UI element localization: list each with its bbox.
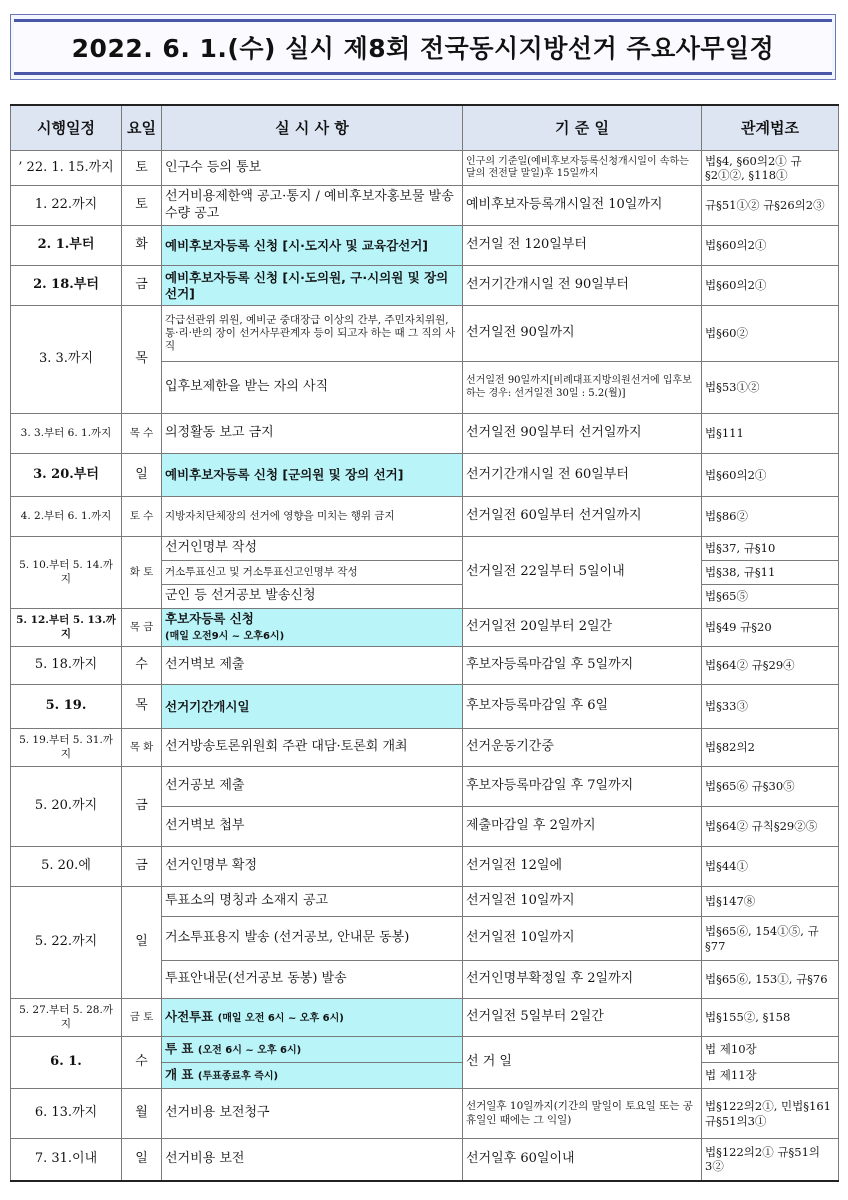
row-item-highlight: 예비후보자등록 신청 [시·도지사 및 교육감선거] (162, 226, 463, 266)
row-day: 목 수 (122, 414, 162, 454)
row-basis: 선거일전 90일까지 (463, 306, 702, 362)
row-basis: 후보자등록마감일 후 5일까지 (463, 647, 702, 685)
row-date: 3. 3.까지 (11, 306, 122, 414)
row-date: 5. 20.까지 (11, 767, 122, 847)
table-row (11, 454, 839, 497)
row-day: 토 (122, 151, 162, 186)
row-date: 6. 13.까지 (11, 1089, 122, 1139)
row-law: 규§51①② 규§26의2③ (702, 186, 839, 226)
page-title: 2022. 6. 1.(수) 실시 제8회 전국동시지방선거 주요사무일정 (71, 34, 775, 63)
table-row (11, 685, 839, 729)
row-basis: 선거일전 60일부터 선거일까지 (463, 497, 702, 537)
row-item: 지방자치단체장의 선거에 영향을 미치는 행위 금지 (162, 497, 463, 537)
row-basis: 선거일전 20일부터 2일간 (463, 609, 702, 647)
row-day: 목 금 (122, 609, 162, 647)
row-law: 법§147⑧ (702, 887, 839, 917)
row-day: 토 수 (122, 497, 162, 537)
row-basis: 선거일전 22일부터 5일이내 (463, 537, 702, 609)
row-day: 일 (122, 887, 162, 999)
row-day: 목 (122, 306, 162, 414)
row-item: 투표소의 명칭과 소재지 공고 (162, 887, 463, 917)
table-row (11, 767, 839, 807)
row-item-subtitle: (오전 6시 ~ 오후 6시) (197, 1045, 302, 1057)
header-item: 실 시 사 항 (162, 105, 463, 151)
row-date: 5. 27.부터 5. 28.까지 (11, 999, 122, 1037)
row-date: 4. 2.부터 6. 1.까지 (11, 497, 122, 537)
row-item: 거소투표신고 및 거소투표신고인명부 작성 (162, 561, 463, 585)
row-item: 선거인명부 확정 (162, 847, 463, 887)
row-date: 6. 1. (11, 1037, 122, 1089)
row-item: 선거비용제한액 공고·통지 / 예비후보자홍보물 발송수량 공고 (162, 186, 463, 226)
row-item-highlight: 선거기간개시일 (162, 685, 463, 729)
table-row (11, 414, 839, 454)
row-law: 법§38, 규§11 (702, 561, 839, 585)
row-basis: 선거인명부확정일 후 2일까지 (463, 961, 702, 999)
row-item-highlight (162, 609, 463, 647)
row-law: 법§155②, §158 (702, 999, 839, 1037)
row-item-subtitle: (매일 오전9시 ~ 오후6시) (165, 631, 285, 643)
row-item: 선거벽보 첩부 (162, 807, 463, 847)
row-day: 금 (122, 266, 162, 306)
row-item: 선거공보 제출 (162, 767, 463, 807)
row-item: 선거인명부 작성 (162, 537, 463, 561)
row-day: 수 (122, 1037, 162, 1089)
table-row (11, 266, 839, 306)
row-basis: 선거일후 60일이내 (463, 1139, 702, 1181)
row-law: 법§82의2 (702, 729, 839, 767)
table-row (11, 1037, 839, 1063)
row-law: 법§33③ (702, 685, 839, 729)
header-day: 요일 (122, 105, 162, 151)
row-item-highlight: 예비후보자등록 신청 [군의원 및 장의 선거] (162, 454, 463, 497)
row-basis: 선거일전 10일까지 (463, 887, 702, 917)
row-basis: 선거일전 5일부터 2일간 (463, 999, 702, 1037)
row-item-subtitle: (매일 오전 6시 ~ 오후 6시) (217, 1013, 344, 1025)
row-law: 법§60의2① (702, 226, 839, 266)
row-date: 3. 20.부터 (11, 454, 122, 497)
row-item-title: 사전투표 (165, 1009, 214, 1025)
row-law: 법§44① (702, 847, 839, 887)
row-date: 2. 18.부터 (11, 266, 122, 306)
table-row (11, 999, 839, 1037)
row-item: 의정활동 보고 금지 (162, 414, 463, 454)
header-date: 시행일정 (11, 105, 122, 151)
row-day: 목 (122, 685, 162, 729)
row-basis: 제출마감일 후 2일까지 (463, 807, 702, 847)
table-row (11, 1089, 839, 1139)
row-item-highlight: 예비후보자등록 신청 [시·도의원, 구·시의원 및 장의 선거] (162, 266, 463, 306)
row-basis: 선거일후 10일까지(기간의 말일이 토요일 또는 공휴일인 때에는 그 익일) (463, 1089, 702, 1139)
table-row (11, 306, 839, 362)
title-inner (14, 19, 832, 75)
row-basis: 후보자등록마감일 후 6일 (463, 685, 702, 729)
row-item: 군인 등 선거공보 발송신청 (162, 585, 463, 609)
row-item-highlight (162, 999, 463, 1037)
row-law: 법§53①② (702, 362, 839, 414)
row-law: 법§49 규§20 (702, 609, 839, 647)
row-item: 선거방송토론위원회 주관 대담·토론회 개최 (162, 729, 463, 767)
row-basis: 선거일전 10일까지 (463, 917, 702, 961)
header-law: 관계법조 (702, 105, 839, 151)
row-date: 5. 22.까지 (11, 887, 122, 999)
row-item-title: 투 표 (165, 1041, 194, 1057)
row-day: 일 (122, 454, 162, 497)
row-date: 5. 20.에 (11, 847, 122, 887)
row-day: 금 (122, 847, 162, 887)
row-law: 법§60② (702, 306, 839, 362)
row-law: 법§60의2① (702, 454, 839, 497)
row-law: 법§65⑥, 153①, 규§76 (702, 961, 839, 999)
row-item-highlight (162, 1037, 463, 1063)
row-date: 1. 22.까지 (11, 186, 122, 226)
row-date: 2. 1.부터 (11, 226, 122, 266)
row-law: 법§122의2①, 민법§161 규§51의3① (702, 1089, 839, 1139)
row-item-highlight (162, 1063, 463, 1089)
row-law: 법 제10장 (702, 1037, 839, 1063)
row-item: 각급선관위 위원, 예비군 중대장급 이상의 간부, 주민자치위원, 통·리·반의 장이 선거사무관계자 등이 되고자 하는 때 그 직의 사직 (162, 306, 463, 362)
row-item-title: 개 표 (165, 1067, 194, 1083)
row-item: 선거비용 보전 (162, 1139, 463, 1181)
table-row (11, 226, 839, 266)
header-basis: 기 준 일 (463, 105, 702, 151)
row-law: 법§64② 규§29④ (702, 647, 839, 685)
row-day: 수 (122, 647, 162, 685)
row-item-subtitle: (투표종료후 즉시) (197, 1071, 279, 1083)
row-basis: 선거운동기간중 (463, 729, 702, 767)
header-row (11, 105, 839, 151)
row-day: 화 (122, 226, 162, 266)
row-law: 법§60의2① (702, 266, 839, 306)
table-row (11, 151, 839, 186)
row-basis: 선거일전 12일에 (463, 847, 702, 887)
row-day: 토 (122, 186, 162, 226)
table-row (11, 537, 839, 561)
row-law: 법§86② (702, 497, 839, 537)
row-date: 3. 3.부터 6. 1.까지 (11, 414, 122, 454)
table-row (11, 609, 839, 647)
title-box (10, 14, 836, 80)
row-day: 일 (122, 1139, 162, 1181)
row-date: 7. 31.이내 (11, 1139, 122, 1181)
row-date: 5. 19. (11, 685, 122, 729)
row-day: 화 토 (122, 537, 162, 609)
row-basis: 선거일전 90일부터 선거일까지 (463, 414, 702, 454)
row-date: 5. 18.까지 (11, 647, 122, 685)
row-basis: 선거기간개시일 전 60일부터 (463, 454, 702, 497)
row-law: 법§65⑤ (702, 585, 839, 609)
row-law: 법§37, 규§10 (702, 537, 839, 561)
row-item: 인구수 등의 통보 (162, 151, 463, 186)
row-day: 월 (122, 1089, 162, 1139)
table-row (11, 1139, 839, 1181)
row-item: 선거비용 보전청구 (162, 1089, 463, 1139)
row-item: 거소투표용지 발송 (선거공보, 안내문 동봉) (162, 917, 463, 961)
table-row (11, 887, 839, 917)
row-day: 금 토 (122, 999, 162, 1037)
table-row (11, 186, 839, 226)
row-date: 5. 12.부터 5. 13.까지 (11, 609, 122, 647)
schedule-table (10, 104, 839, 1182)
row-law: 법 제11장 (702, 1063, 839, 1089)
table-row (11, 847, 839, 887)
row-date: ’ 22. 1. 15.까지 (11, 151, 122, 186)
row-basis: 선거일 전 120일부터 (463, 226, 702, 266)
row-basis: 선거기간개시일 전 90일부터 (463, 266, 702, 306)
row-day: 금 (122, 767, 162, 847)
table-row (11, 497, 839, 537)
row-date: 5. 19.부터 5. 31.까지 (11, 729, 122, 767)
row-basis: 예비후보자등록개시일전 10일까지 (463, 186, 702, 226)
table-row (11, 729, 839, 767)
row-law: 법§4, §60의2① 규§2①②, §118① (702, 151, 839, 186)
row-date: 5. 10.부터 5. 14.까지 (11, 537, 122, 609)
row-law: 법§64② 규칙§29②⑤ (702, 807, 839, 847)
row-law: 법§111 (702, 414, 839, 454)
row-item: 선거벽보 제출 (162, 647, 463, 685)
row-law: 법§122의2① 규§51의3② (702, 1139, 839, 1181)
row-basis: 선거일전 90일까지[비례대표지방의원선거에 입후보하는 경우: 선거일전 30일 : 5.2(월)] (463, 362, 702, 414)
table-row (11, 647, 839, 685)
row-item: 입후보제한을 받는 자의 사직 (162, 362, 463, 414)
row-law: 법§65⑥, 154①⑤, 규§77 (702, 917, 839, 961)
row-item: 투표안내문(선거공보 동봉) 발송 (162, 961, 463, 999)
row-day: 목 화 (122, 729, 162, 767)
row-basis: 선 거 일 (463, 1037, 702, 1089)
row-law: 법§65⑥ 규§30⑤ (702, 767, 839, 807)
row-basis: 인구의 기준일(예비후보자등록신청개시일이 속하는 달의 전전달 말일)후 15일까지 (463, 151, 702, 186)
row-item-title: 후보자등록 신청 (165, 611, 254, 627)
row-basis: 후보자등록마감일 후 7일까지 (463, 767, 702, 807)
